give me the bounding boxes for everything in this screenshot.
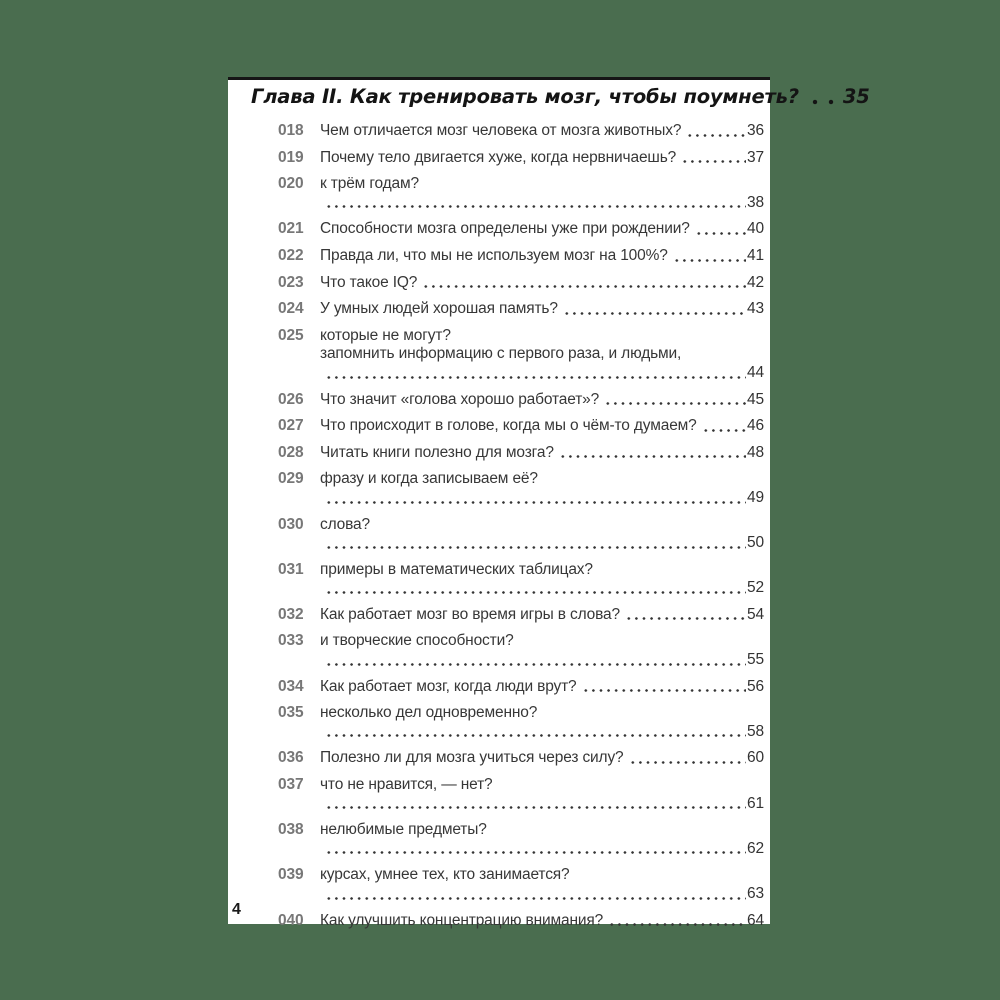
entry-number: 038 xyxy=(278,821,304,839)
entry-page-number: 41 xyxy=(747,246,764,264)
entry-last-line xyxy=(320,247,764,266)
toc-entry xyxy=(278,678,764,697)
entry-page-number: 45 xyxy=(747,390,764,408)
dot-leader xyxy=(325,896,746,901)
entry-last-line xyxy=(320,274,764,293)
entry-text-line: Чем отличается мозг человека от мозга животных? xyxy=(320,122,682,139)
entry-body xyxy=(320,704,764,741)
entry-number: 024 xyxy=(278,300,304,318)
entry-number: 036 xyxy=(278,749,304,767)
toc-entry xyxy=(278,327,764,383)
dot-leader xyxy=(673,258,746,263)
entry-last-line xyxy=(320,444,764,463)
entry-text-line: Что происходит в голове, когда мы о чём-то думаем? xyxy=(320,417,697,435)
entry-body xyxy=(320,749,764,768)
book-page xyxy=(228,77,870,929)
entry-number: 027 xyxy=(278,417,304,435)
entry-number: 040 xyxy=(278,911,304,929)
dot-leader xyxy=(608,922,746,927)
dot-leader xyxy=(325,850,746,855)
dot-leader xyxy=(325,500,746,505)
dot-leader xyxy=(563,311,746,316)
entry-body xyxy=(320,678,764,697)
entry-last-line xyxy=(320,149,764,168)
dot-leader xyxy=(625,616,746,621)
toc-entry xyxy=(278,122,764,141)
toc-entry xyxy=(278,247,764,266)
entry-text-line: примеры в математических таблицах? xyxy=(320,560,593,578)
dot-leader xyxy=(604,401,746,406)
entry-body xyxy=(320,391,764,410)
entry-number: 029 xyxy=(278,470,304,488)
entry-number: 037 xyxy=(278,776,304,794)
entry-last-line xyxy=(320,220,764,239)
dot-leader xyxy=(325,733,746,738)
entry-number: 030 xyxy=(278,515,304,533)
toc-entry xyxy=(278,175,764,212)
dot-leader xyxy=(325,590,746,595)
entry-number: 023 xyxy=(278,273,304,291)
entry-page-number: 52 xyxy=(747,579,764,597)
entry-last-line xyxy=(320,300,764,319)
dot-leader xyxy=(686,133,746,138)
entry-last-line xyxy=(320,122,764,141)
toc-entry xyxy=(278,391,764,410)
entry-text-line: к трём годам? xyxy=(320,175,419,193)
entry-body xyxy=(320,776,764,813)
toc-entry xyxy=(278,821,764,858)
toc-entry xyxy=(278,632,764,669)
entry-body xyxy=(320,912,764,931)
entry-last-line xyxy=(320,678,764,697)
entry-number: 019 xyxy=(278,148,304,166)
entry-text-line: фразу и когда записываем её? xyxy=(320,470,538,488)
entry-last-line xyxy=(320,606,764,625)
dot-leader xyxy=(807,99,837,105)
entry-page-number: 37 xyxy=(747,148,764,166)
entry-page-number: 61 xyxy=(747,794,764,812)
entry-body xyxy=(320,417,764,436)
entry-page-number: 54 xyxy=(747,605,764,623)
dot-leader xyxy=(695,231,746,236)
entry-text-line: которые не могут? xyxy=(320,326,451,344)
toc-entry xyxy=(278,704,764,741)
entry-last-line xyxy=(320,534,764,553)
entry-text-line: Читать книги полезно для мозга? xyxy=(320,443,554,461)
entry-page-number: 58 xyxy=(747,722,764,740)
entry-last-line xyxy=(320,417,764,436)
entry-last-line xyxy=(320,723,764,742)
entry-page-number: 38 xyxy=(747,193,764,211)
entry-text-line: и творческие способности? xyxy=(320,632,514,650)
entry-last-line xyxy=(320,489,764,508)
entry-text-line: Полезно ли для мозга учиться через силу? xyxy=(320,749,624,767)
entry-text-line: Как работает мозг во время игры в слова? xyxy=(320,605,620,623)
entry-page-number: 46 xyxy=(747,417,764,435)
entry-number: 020 xyxy=(278,175,304,193)
entry-text-line: У умных людей хорошая память? xyxy=(320,300,558,318)
entry-page-number: 50 xyxy=(747,534,764,552)
dot-leader xyxy=(325,545,746,550)
entry-body xyxy=(320,470,764,507)
entry-text-line: Как работает мозг, когда люди врут? xyxy=(320,677,577,695)
entry-body xyxy=(320,300,764,319)
entry-number: 022 xyxy=(278,246,304,264)
entry-number: 018 xyxy=(278,122,304,139)
entry-body xyxy=(320,175,764,212)
toc-entry xyxy=(278,866,764,903)
entry-text-line: Что значит «голова хорошо работает»? xyxy=(320,390,600,408)
dot-leader xyxy=(325,375,746,380)
chapter-title: Глава II. Как тренировать мозг, чтобы поумнеть? xyxy=(251,85,799,108)
toc-entry xyxy=(278,274,764,293)
entry-body xyxy=(320,444,764,463)
entry-body xyxy=(320,220,764,239)
toc-entry xyxy=(278,149,764,168)
entry-number: 031 xyxy=(278,560,304,578)
entry-page-number: 40 xyxy=(747,220,764,238)
entry-page-number: 36 xyxy=(747,122,764,139)
entry-page-number: 43 xyxy=(747,300,764,318)
toc-entry xyxy=(278,776,764,813)
entry-text-line: Способности мозга определены уже при рождении? xyxy=(320,220,690,238)
toc-entry xyxy=(278,220,764,239)
toc-entry xyxy=(278,561,764,598)
entry-text-line: Правда ли, что мы не используем мозг на 100%? xyxy=(320,246,668,264)
dot-leader xyxy=(559,454,746,459)
entry-body xyxy=(320,274,764,293)
toc-entry xyxy=(278,749,764,768)
entry-last-line xyxy=(320,651,764,670)
dot-leader xyxy=(702,428,746,433)
entry-body xyxy=(320,561,764,598)
entry-text-line: запомнить информацию с первого раза, и людьми, xyxy=(320,345,682,363)
entry-last-line xyxy=(320,749,764,768)
entry-number: 033 xyxy=(278,632,304,650)
toc-entry xyxy=(278,444,764,463)
dot-leader xyxy=(629,760,747,765)
entry-page-number: 42 xyxy=(747,273,764,291)
dot-leader xyxy=(582,688,747,693)
dot-leader xyxy=(325,662,746,667)
chapter-heading xyxy=(251,84,870,110)
entry-text-line: несколько дел одновременно? xyxy=(320,704,538,722)
dot-leader xyxy=(681,159,746,164)
toc-list xyxy=(278,122,764,930)
dot-leader xyxy=(325,805,746,810)
toc-entry xyxy=(278,606,764,625)
entry-page-number: 62 xyxy=(747,839,764,857)
entry-page-number: 64 xyxy=(747,911,764,929)
entry-last-line xyxy=(320,912,764,931)
entry-body xyxy=(320,327,764,383)
entry-number: 021 xyxy=(278,220,304,238)
entry-last-line xyxy=(320,194,764,213)
entry-page-number: 49 xyxy=(747,488,764,506)
entry-last-line xyxy=(320,795,764,814)
entry-last-line xyxy=(320,579,764,598)
entry-last-line xyxy=(320,840,764,859)
entry-body xyxy=(320,122,764,141)
entry-last-line xyxy=(320,885,764,904)
entry-page-number: 44 xyxy=(747,363,764,381)
toc-entry xyxy=(278,516,764,553)
entry-text-line: Что такое IQ? xyxy=(320,273,418,291)
toc-entry xyxy=(278,912,764,931)
entry-last-line xyxy=(320,364,764,383)
entry-page-number: 56 xyxy=(747,677,764,695)
dot-leader xyxy=(422,284,746,289)
entry-body xyxy=(320,606,764,625)
entry-body xyxy=(320,632,764,669)
toc-entry xyxy=(278,417,764,436)
entry-body xyxy=(320,866,764,903)
entry-number: 032 xyxy=(278,605,304,623)
entry-body xyxy=(320,516,764,553)
entry-page-number: 48 xyxy=(747,443,764,461)
entry-text-line: что не нравится, — нет? xyxy=(320,776,493,794)
entry-page-number: 63 xyxy=(747,885,764,902)
entry-page-number: 55 xyxy=(747,651,764,669)
dot-leader xyxy=(325,204,746,209)
entry-text-line: слова? xyxy=(320,515,370,533)
entry-number: 028 xyxy=(278,443,304,461)
entry-number: 034 xyxy=(278,677,304,695)
toc-entry xyxy=(278,470,764,507)
entry-text-line: курсах, умнее тех, кто занимается? xyxy=(320,866,570,884)
chapter-page-number: 35 xyxy=(842,85,870,108)
entry-number: 026 xyxy=(278,390,304,408)
entry-number: 035 xyxy=(278,704,304,722)
entry-text-line: Почему тело двигается хуже, когда нервничаешь? xyxy=(320,148,677,166)
entry-body xyxy=(320,149,764,168)
entry-number: 025 xyxy=(278,326,304,344)
entry-body xyxy=(320,821,764,858)
folio-page-number: 4 xyxy=(232,901,241,918)
entry-page-number: 60 xyxy=(747,749,764,767)
entry-text-line: Как улучшить концентрацию внимания? xyxy=(320,911,604,929)
toc-entry xyxy=(278,300,764,319)
entry-text-line: нелюбимые предметы? xyxy=(320,821,487,839)
entry-body xyxy=(320,247,764,266)
entry-last-line xyxy=(320,391,764,410)
entry-number: 039 xyxy=(278,866,304,884)
